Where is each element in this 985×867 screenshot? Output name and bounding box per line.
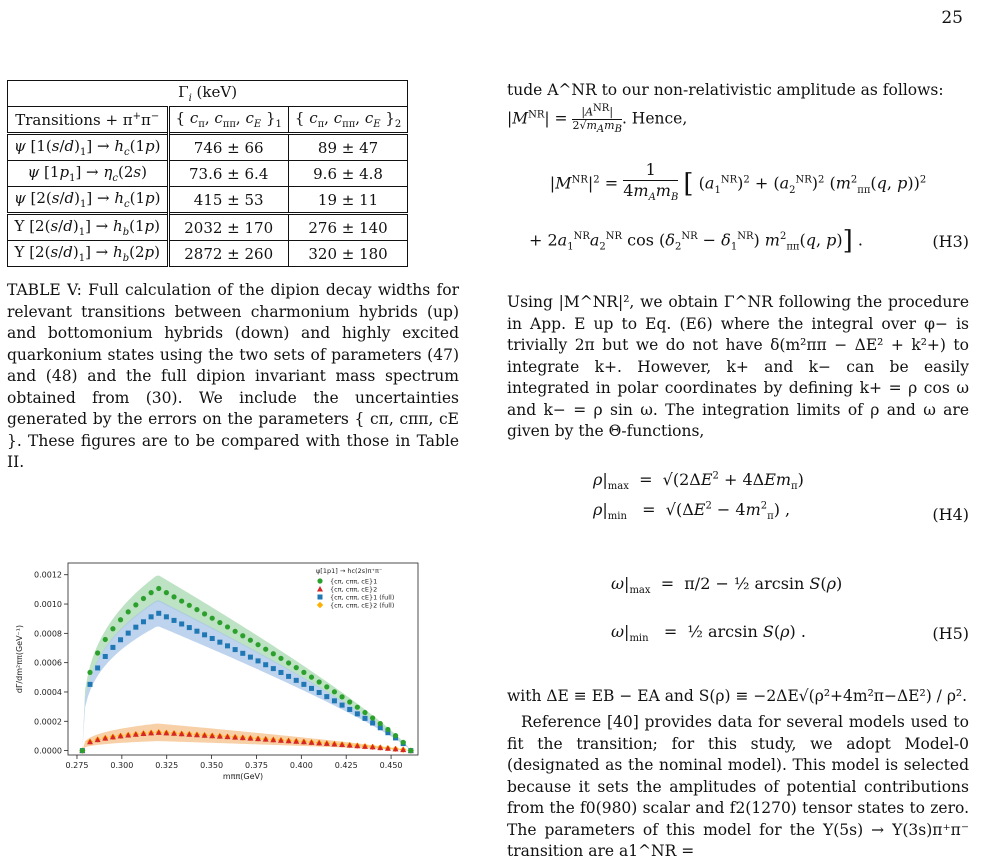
table-cell-set2: 89 ± 47 <box>288 134 407 161</box>
paragraph-intro-b: $|M^{NR}|$ = $|A^{NR}|$ $2√m_Am_B$. Hence, <box>507 103 688 135</box>
y-tick-label: 0.0000 <box>34 746 62 756</box>
table-cell-set1: 746 ± 66 <box>168 134 288 161</box>
data-point <box>110 626 115 631</box>
data-point <box>378 721 383 726</box>
data-point <box>194 607 199 612</box>
table-cell-set1: 2032 ± 170 <box>168 214 288 241</box>
table-col-transitions: Transitions + π+π− <box>8 107 169 134</box>
legend-marker <box>317 578 322 583</box>
data-point <box>141 596 146 601</box>
y-tick-label: 0.0010 <box>34 600 62 610</box>
data-point <box>95 650 100 655</box>
data-point <box>126 609 131 614</box>
table-cell-set2: 19 ± 11 <box>288 187 407 214</box>
y-tick-label: 0.0008 <box>34 629 62 639</box>
legend-title: ψ[1p1] → hc(2s)π⁺π⁻ <box>316 567 383 575</box>
data-point <box>217 640 222 645</box>
x-tick-label: 0.300 <box>110 761 134 770</box>
x-tick-label: 0.275 <box>65 761 89 770</box>
data-point <box>355 711 360 716</box>
y-tick-label: 0.0012 <box>34 570 62 580</box>
data-point <box>362 710 367 715</box>
legend-entry: {cπ, cππ, cE}2 (full) <box>330 601 395 610</box>
x-tick-label: 0.325 <box>155 761 179 770</box>
y-tick-label: 0.0004 <box>34 687 62 697</box>
uncertainty-band <box>82 724 410 751</box>
table-cell-set1: 73.6 ± 6.4 <box>168 161 288 187</box>
data-point <box>317 690 322 695</box>
data-point <box>256 658 261 663</box>
data-point <box>271 651 276 656</box>
equation-h4-rho-min: $\rho|_{min} = √(\Delta E^2 - 4m^2_\pi)$ , <box>593 500 791 523</box>
x-tick-label: 0.450 <box>379 761 403 770</box>
table-cell-set2: 276 ± 140 <box>288 214 407 241</box>
paragraph-definitions: with ΔE ≡ EB − EA and S(ρ) ≡ −2ΔE√(ρ²+4m²π−ΔE²) / ρ². <box>507 687 968 705</box>
data-point <box>278 656 283 661</box>
data-point <box>263 662 268 667</box>
table-cell-set1: 2872 ± 260 <box>168 241 288 267</box>
legend-entry: {cπ, cππ, cE}2 <box>330 585 378 594</box>
equation-number-h4: (H4) <box>932 505 969 524</box>
paragraph-model: Reference [40] provides data for several models used to fit the transition; for this study, we adopt Model-0 (designated as the nominal model). This model is selected because it sets the amplitudes of potential contributions from the f0(980) scalar and f2(1270) tensor states to zero. The parameters of this model for the Υ(5s) → Υ(3s)π⁺π⁻ transition are a1^NR = <box>507 713 969 860</box>
data-point <box>126 631 131 636</box>
data-point <box>332 698 337 703</box>
table-col-set2: { $c_\pi$, $c_{\pi\pi}$, $c_E$ }$_2$ <box>288 107 407 134</box>
x-tick-label: 0.350 <box>200 761 224 770</box>
data-point <box>233 647 238 652</box>
data-point <box>324 684 329 689</box>
data-point <box>202 632 207 637</box>
legend-marker <box>317 602 323 608</box>
data-point <box>217 620 222 625</box>
table-cell-set2: 9.6 ± 4.8 <box>288 161 407 187</box>
data-point <box>248 638 253 643</box>
data-point <box>286 660 291 665</box>
data-point <box>118 637 123 642</box>
data-point <box>309 686 314 691</box>
data-point <box>347 707 352 712</box>
data-point <box>202 611 207 616</box>
page-number: 25 <box>941 8 963 28</box>
paragraph-procedure: Using |M^NR|², we obtain Γ^NR following the procedure in App. E up to Eq. (E6) where the integral over φ− is trivially 2π but we do not have δ(m²ππ − ΔE² + k²+) to integrate k+. However, k+ and k− can be easily integrated in polar coordinates by defining k+ = ρ cos ω and k− = ρ sin ω. The integration limits of ρ and ω are given by the Θ-functions, <box>507 293 969 440</box>
table-caption: TABLE V: Full calculation of the dipion decay widths for relevant transitions between charmonium hybrids (up) and bottomonium hybrids (down) and highly excited quarkonium states using the two sets of parameters (47) and (48) and the full dipion invariant mass spectrum obtained from (30). We include the uncertainties generated by the errors on the parameters { cπ, cππ, cE }. These figures are to be compared with those in Table II. <box>7 281 459 471</box>
data-point <box>370 715 375 720</box>
equation-h3-line1: $|M^{NR}|^2$ = 1 $4m_Am_B$ [ $(a_1^{NR})^2 + (a_2^{NR})^2$ ($m^2_{\pi\pi}(q$, p))$^2$ <box>549 160 927 204</box>
data-point <box>240 651 245 656</box>
y-tick-label: 0.0006 <box>34 658 62 668</box>
data-point <box>194 629 199 634</box>
data-point <box>309 675 314 680</box>
data-point <box>179 598 184 603</box>
data-point <box>255 642 260 647</box>
data-point <box>210 636 215 641</box>
legend-entry: {cπ, cππ, cE}1 <box>330 577 378 586</box>
data-point <box>187 625 192 630</box>
equation-h4-rho-max: $\rho|_{max} = √(2\Delta E^2 + 4\Delta Em_\pi)$ <box>593 470 804 493</box>
results-table <box>7 80 408 267</box>
data-point <box>171 594 176 599</box>
x-tick-label: 0.425 <box>334 761 358 770</box>
data-point <box>103 654 108 659</box>
data-point <box>164 590 169 595</box>
table-row-transition: Υ $[2(s/d)_1] \to h_b(2p)$ <box>8 241 169 267</box>
y-tick-label: 0.0002 <box>34 717 62 727</box>
data-point <box>294 678 299 683</box>
data-point <box>385 727 390 732</box>
table-row-transition: ψ $[1(s/d)_1] \to h_c(1p)$ <box>8 134 169 161</box>
data-point <box>248 655 253 660</box>
data-point <box>210 616 215 621</box>
data-point <box>110 645 115 650</box>
data-point <box>225 643 230 648</box>
equation-number-h3: (H3) <box>932 232 969 251</box>
data-point <box>271 666 276 671</box>
data-point <box>156 586 161 591</box>
table-col-set1: { $c_\pi$, $c_{\pi\pi}$, $c_E$ }$_1$ <box>168 107 288 134</box>
table-row-transition: Υ $[2(s/d)_1] \to h_b(1p)$ <box>8 214 169 241</box>
data-point <box>95 665 100 670</box>
paragraph-intro: tude A^NR to our non-relativistic amplitude as follows: <box>507 81 944 99</box>
table-row-transition: ψ $[2(s/d)_1] \to h_c(1p)$ <box>8 187 169 214</box>
data-point <box>408 748 413 753</box>
data-point <box>340 703 345 708</box>
data-point <box>233 629 238 634</box>
equation-h3-line2: + $2a_1^{NR}a_2^{NR}$ $\cos (\delta_2^{NR} - \delta_1^{NR})$ $m^2_{\pi\pi}(q$, p)] . <box>529 226 863 256</box>
data-point <box>80 748 85 753</box>
x-axis-label: mππ(GeV) <box>222 772 264 781</box>
equation-h5-omega-max: $\omega|_{max} = \pi/2$ − ½ arcsin S(ρ) <box>611 574 843 597</box>
data-point <box>87 670 92 675</box>
data-point <box>332 689 337 694</box>
dipion-spectrum-chart <box>0 545 470 785</box>
data-point <box>362 716 367 721</box>
data-point <box>225 624 230 629</box>
y-axis-label: dΓ/dm²ππ(GeV⁻¹) <box>15 624 24 694</box>
data-point <box>164 614 169 619</box>
table-row-transition: ψ $[1p_1] \to \eta_c(2s)$ <box>8 161 169 187</box>
data-point <box>103 637 108 642</box>
data-point <box>133 602 138 607</box>
data-point <box>133 625 138 630</box>
data-point <box>240 633 245 638</box>
data-point <box>317 679 322 684</box>
data-point <box>149 614 154 619</box>
legend-marker <box>317 586 323 592</box>
table-cell-set2: 320 ± 180 <box>288 241 407 267</box>
table-cell-set1: 415 ± 53 <box>168 187 288 214</box>
data-point <box>401 740 406 745</box>
data-point <box>156 611 161 616</box>
data-point <box>301 682 306 687</box>
data-point <box>278 670 283 675</box>
table-header-main: $\Gamma_i$ (keV) <box>8 81 408 107</box>
data-point <box>172 618 177 623</box>
data-point <box>355 705 360 710</box>
data-point <box>263 647 268 652</box>
data-point <box>324 694 329 699</box>
data-point <box>294 665 299 670</box>
data-point <box>149 590 154 595</box>
x-tick-label: 0.400 <box>289 761 313 770</box>
equation-h5-omega-min: $\omega|_{min}$ = ½ arcsin S(ρ) . <box>611 622 806 645</box>
legend-marker <box>318 595 323 600</box>
legend-entry: {cπ, cππ, cE}1 (full) <box>330 593 395 602</box>
data-point <box>370 720 375 725</box>
data-point <box>286 674 291 679</box>
data-point <box>339 694 344 699</box>
equation-number-h5: (H5) <box>932 624 969 643</box>
data-point <box>179 621 184 626</box>
x-tick-label: 0.375 <box>245 761 268 770</box>
data-point <box>118 617 123 622</box>
data-point <box>87 682 92 687</box>
data-point <box>141 619 146 624</box>
data-point <box>301 670 306 675</box>
data-point <box>187 603 192 608</box>
data-point <box>393 733 398 738</box>
data-point <box>347 699 352 704</box>
